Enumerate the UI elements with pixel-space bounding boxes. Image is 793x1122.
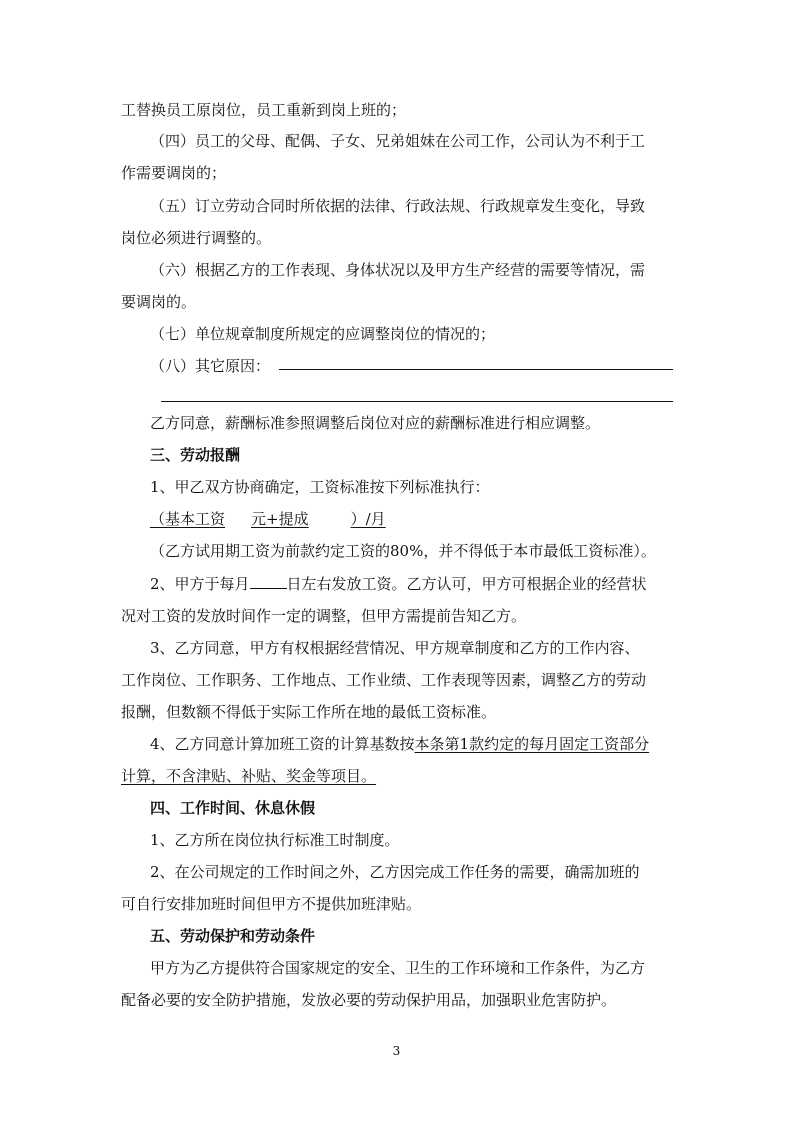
salary-formula	[150, 509, 386, 529]
paragraph-line: 1、甲乙双方协商确定，工资标准按下列标准执行：	[150, 478, 490, 496]
paragraph-line: （乙方试用期工资为前款约定工资的80%，并不得低于本市最低工资标准）。	[150, 542, 656, 560]
salary-period-label: ）/月	[350, 510, 386, 528]
paragraph-line: 工替换员工原岗位，员工重新到岗上班的；	[121, 101, 407, 119]
salary-commission-label: 元+提成	[251, 510, 309, 528]
paragraph-line: 况对工资的发放时间作一定的调整，但甲方需提前告知乙方。	[121, 607, 527, 625]
paragraph-line: 工作岗位、工作职务、工作地点、工作业绩、工作表现等因素，调整乙方的劳动	[121, 671, 647, 689]
page-number: 3	[392, 1044, 401, 1058]
clause-5: （五）订立劳动合同时所依据的法律、行政法规、行政规章发生变化，导致	[150, 197, 646, 215]
salary-base-label: （基本工资	[150, 510, 226, 528]
other-reason-blank	[279, 369, 673, 370]
paragraph-line: 3、乙方同意，甲方有权根据经营情况、甲方规章制度和乙方的工作内容、	[150, 639, 640, 657]
section-heading-5: 五、劳动保护和劳动条件	[150, 927, 316, 945]
paragraph-line: 要调岗的。	[121, 293, 197, 311]
paragraph-line: 计算，不含津贴、补贴、奖金等项目。	[121, 767, 377, 785]
clause-6: （六）根据乙方的工作表现、身体状况以及甲方生产经营的需要等情况，需	[150, 261, 646, 279]
clause-4: （四）员工的父母、配偶、子女、兄弟姐妹在公司工作，公司认为不利于工	[150, 132, 646, 150]
paragraph-line: 配备必要的安全防护措施，发放必要的劳动保护用品，加强职业危害防护。	[121, 991, 617, 1009]
payday-line: 2、甲方于每月 日左右发放工资。乙方认可，甲方可根据企业的经营状	[150, 575, 647, 593]
overtime-base-underlined: 本条第1款约定的每月固定工资部分	[414, 735, 650, 753]
paragraph-line: 作需要调岗的；	[121, 164, 227, 182]
paragraph-line: 乙方同意，薪酬标准参照调整后岗位对应的薪酬标准进行相应调整。	[150, 414, 601, 432]
section-heading-3: 三、劳动报酬	[150, 446, 241, 464]
paragraph-line: 岗位必须进行调整的。	[121, 229, 272, 247]
clause-8: （八）其它原因：	[150, 357, 271, 375]
section-heading-4: 四、工作时间、休息休假	[150, 799, 316, 817]
payday-blank	[250, 574, 287, 589]
paragraph-line: 可自行安排加班时间但甲方不提供加班津贴。	[121, 895, 422, 913]
paragraph-line: 报酬，但数额不得低于实际工作所在地的最低工资标准。	[121, 703, 497, 721]
overtime-base-line: 4、乙方同意计算加班工资的计算基数按本条第1款约定的每月固定工资部分	[150, 735, 650, 753]
clause-7: （七）单位规章制度所规定的应调整岗位的情况的；	[150, 325, 496, 343]
paragraph-line: 甲方为乙方提供符合国家规定的安全、卫生的工作环境和工作条件，为乙方	[150, 959, 646, 977]
paragraph-line: 2、在公司规定的工作时间之外，乙方因完成工作任务的需要，确需加班的	[150, 863, 640, 881]
paragraph-line: 1、乙方所在岗位执行标准工时制度。	[150, 831, 400, 849]
other-reason-blank-2	[161, 401, 673, 402]
